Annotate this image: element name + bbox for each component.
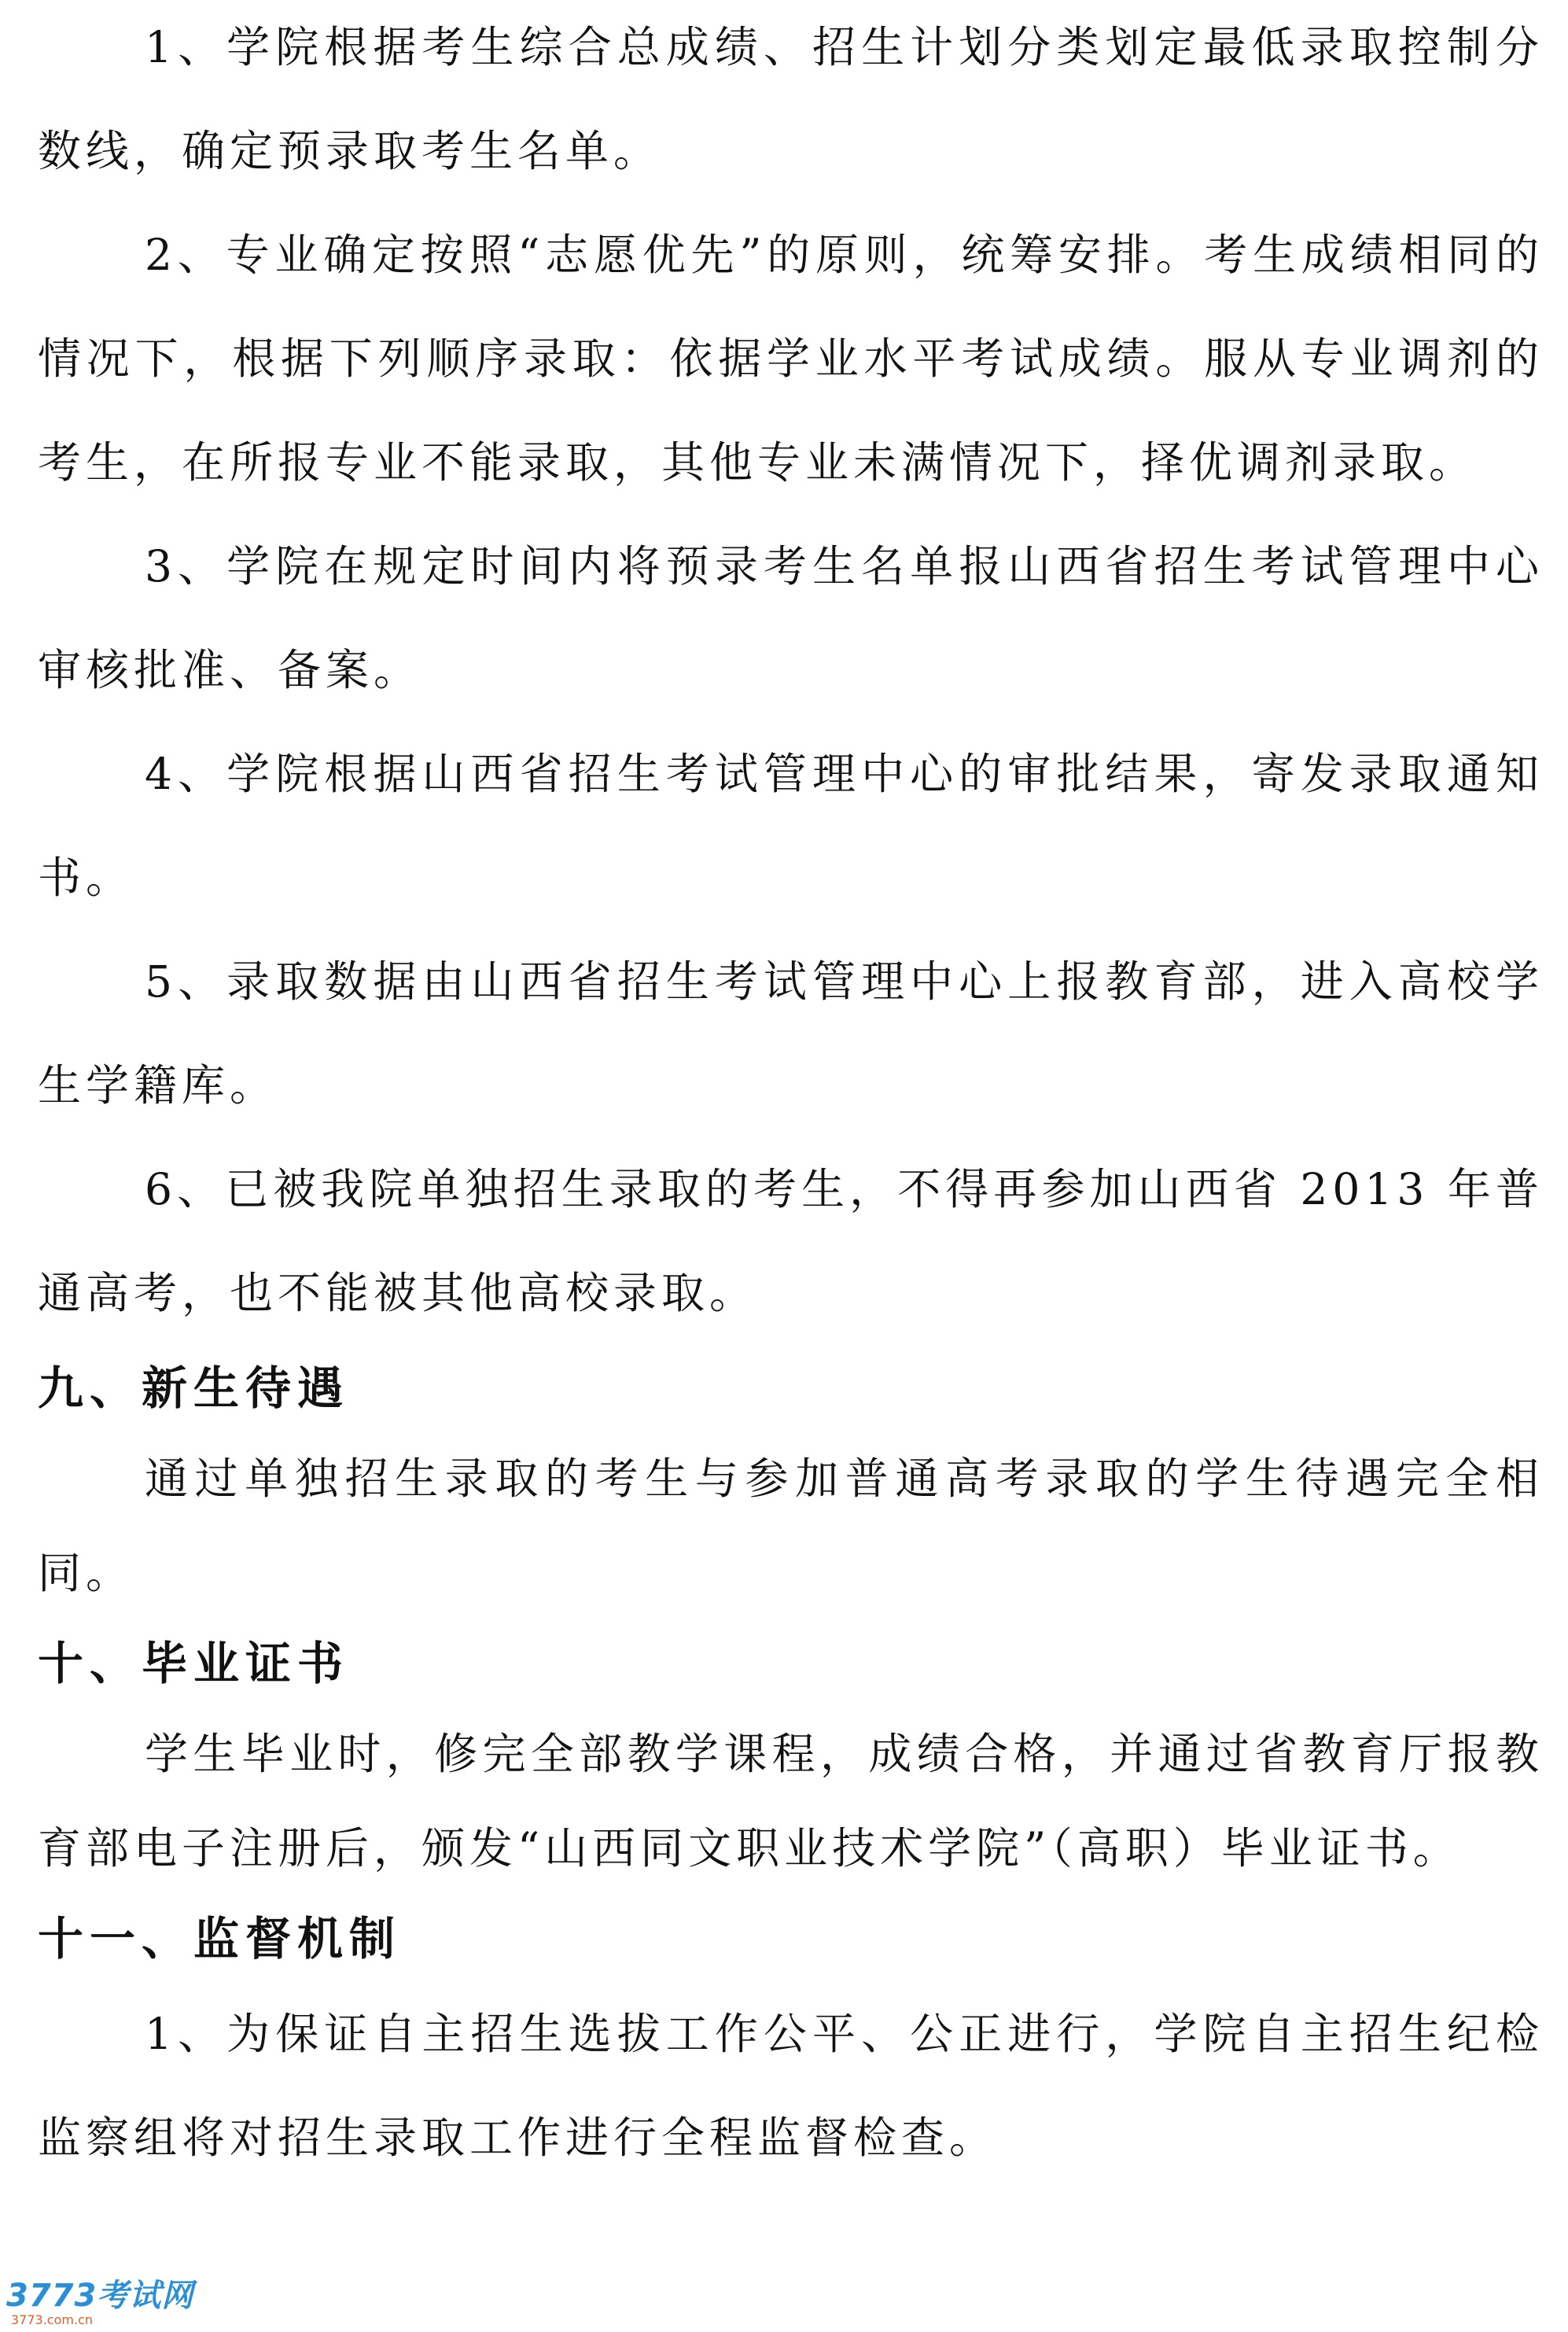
paragraph-2: 2、专业确定按照“志愿优先”的原则，统筹安排。考生成绩相同的情况下，根据下列顺序录取：依据学业水平考试成绩。服从专业调剂的考生，在所报专业不能录取，其他专业未满情况下，择优调剂录取。 [38, 230, 1544, 488]
section-body-new-student-treatment: 通过单独招生录取的考生与参加普通高考录取的学生待遇完全相同。 [38, 1453, 1544, 1598]
document-page [38, 0, 1544, 2190]
section-heading-graduation-certificate: 十、毕业证书 [38, 1637, 350, 1690]
section-body-graduation-certificate: 学生毕业时，修完全部教学课程，成绩合格，并通过省教育厅报教育部电子注册后，颁发“山西同文职业技术学院”（高职）毕业证书。 [38, 1729, 1544, 1873]
watermark-main-text: 3773考试网 [6, 2278, 194, 2314]
section-heading-supervision: 十一、监督机制 [38, 1912, 402, 1965]
paragraph-5: 5、录取数据由山西省招生考试管理中心上报教育部，进入高校学生学籍库。 [38, 956, 1544, 1111]
paragraph-4: 4、学院根据山西省招生考试管理中心的审批结果，寄发录取通知书。 [38, 749, 1544, 903]
watermark-sub-text: 3773.com.cn [11, 2312, 93, 2327]
paragraph-6: 6、已被我院单独招生录取的考生，不得再参加山西省 2013 年普通高考，也不能被其他高校录取。 [38, 1164, 1544, 1318]
site-watermark-logo [6, 2279, 195, 2327]
paragraph-1: 1、学院根据考生综合总成绩、招生计划分类划定最低录取控制分数线，确定预录取考生名单。 [38, 22, 1544, 176]
section-body-supervision: 1、为保证自主招生选拔工作公平、公正进行，学院自主招生纪检监察组将对招生录取工作进行全程监督检查。 [38, 2009, 1544, 2163]
paragraph-3: 3、学院在规定时间内将预录考生名单报山西省招生考试管理中心审核批准、备案。 [38, 541, 1544, 695]
section-heading-new-student-treatment: 九、新生待遇 [38, 1361, 350, 1415]
